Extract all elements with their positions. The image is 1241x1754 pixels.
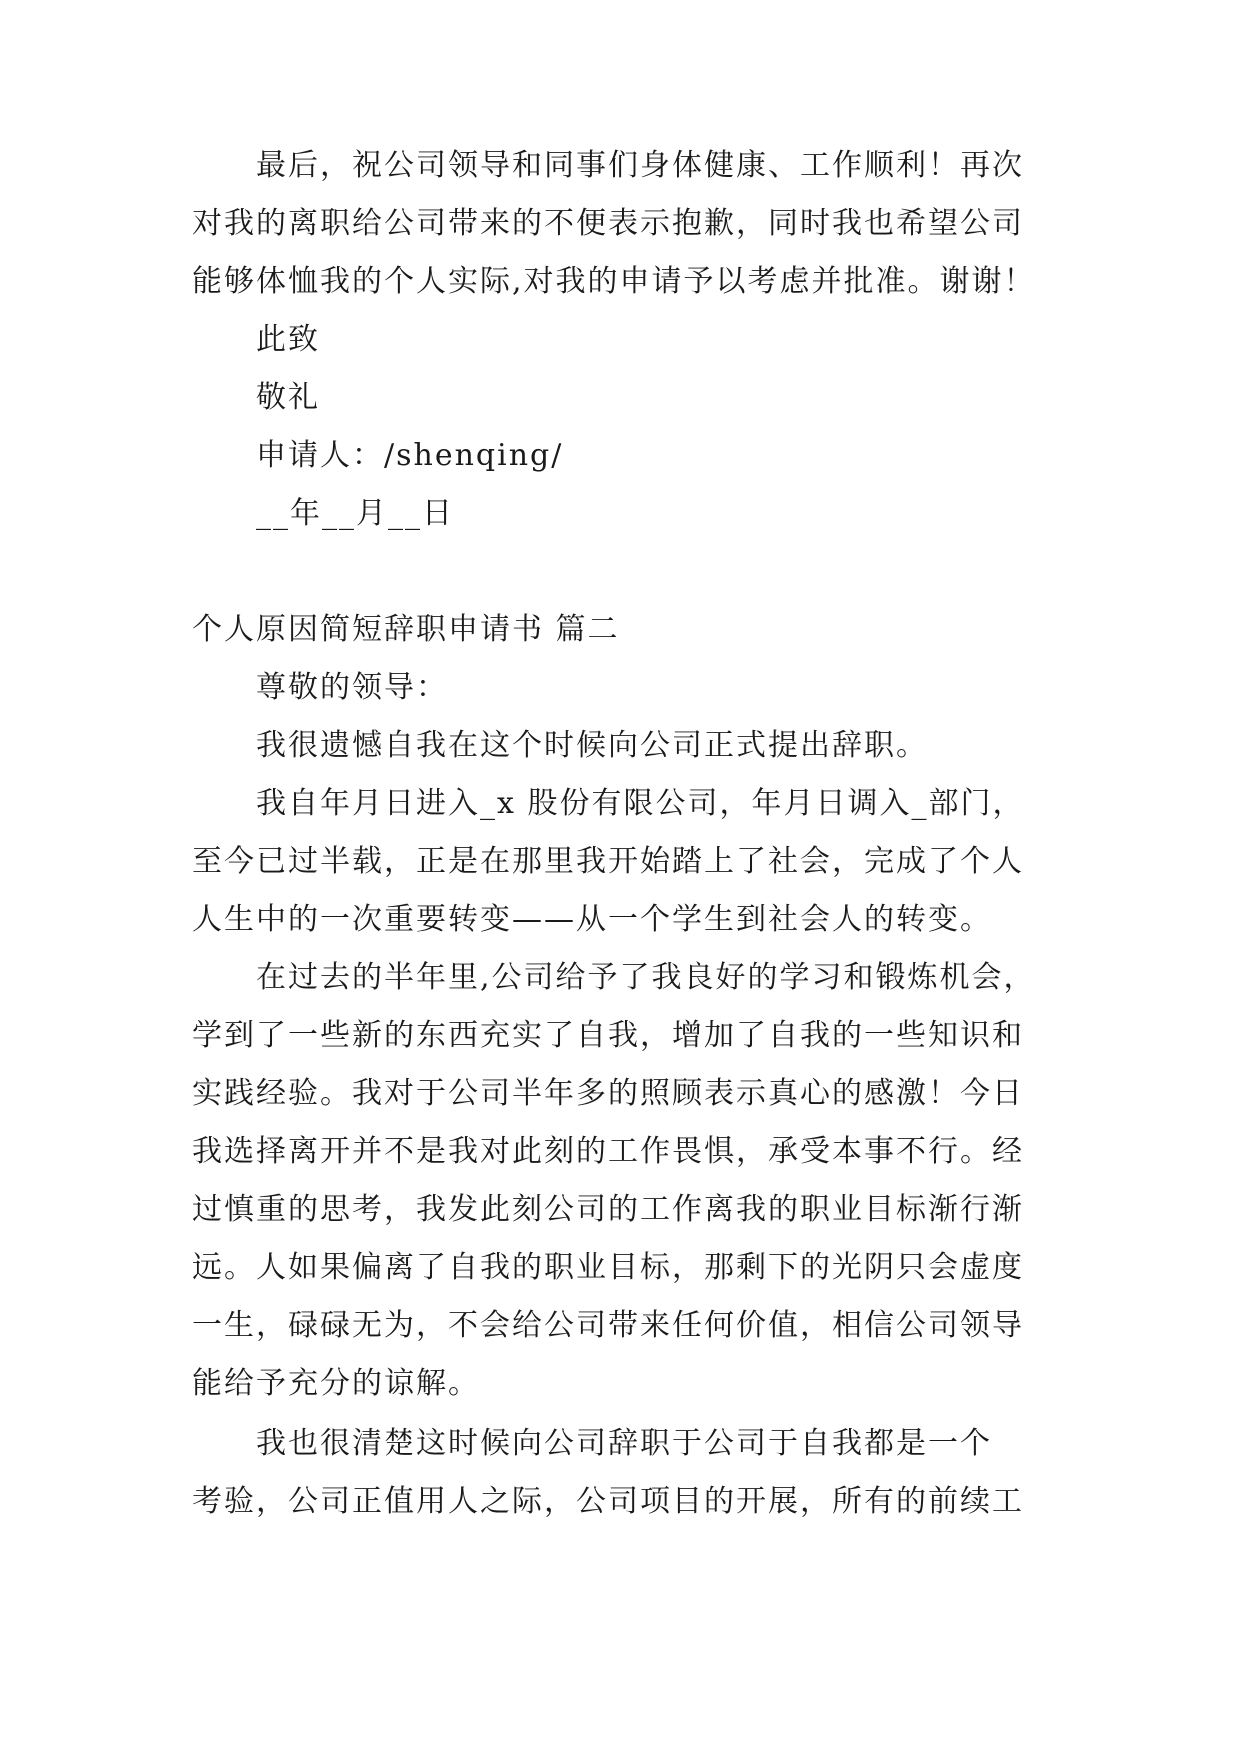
paragraph-2-line-2: 至今已过半载，正是在那里我开始踏上了社会，完成了个人 [192, 844, 1024, 879]
paragraph-3-line-6: 远。人如果偏离了自我的职业目标，那剩下的光阴只会虚度 [192, 1250, 1024, 1285]
paragraph-1: 我很遗憾自我在这个时候向公司正式提出辞职。 [256, 728, 928, 763]
paragraph-3-line-7: 一生，碌碌无为，不会给公司带来任何价值，相信公司领导 [192, 1308, 1024, 1343]
section-title: 个人原因简短辞职申请书 篇二 [192, 612, 620, 647]
paragraph-3-line-5: 过慎重的思考，我发此刻公司的工作离我的职业目标渐行渐 [192, 1192, 1024, 1227]
closing-paragraph-line-1: 最后，祝公司领导和同事们身体健康、工作顺利！再次 [256, 148, 1024, 183]
applicant-line: 申请人：/shenqing/ [256, 438, 564, 473]
date-line: __年__月__日 [256, 496, 454, 531]
salutation-jing-li: 敬礼 [256, 380, 320, 415]
salutation-ci-zhi: 此致 [256, 322, 320, 357]
paragraph-3-line-8: 能给予充分的谅解。 [192, 1366, 480, 1401]
paragraph-2-line-3: 人生中的一次重要转变——从一个学生到社会人的转变。 [192, 902, 992, 937]
greeting: 尊敬的领导： [256, 670, 448, 705]
paragraph-4-line-1: 我也很清楚这时候向公司辞职于公司于自我都是一个 [256, 1426, 992, 1461]
paragraph-3-line-2: 学到了一些新的东西充实了自我，增加了自我的一些知识和 [192, 1018, 1024, 1053]
paragraph-3-line-3: 实践经验。我对于公司半年多的照顾表示真心的感激！今日 [192, 1076, 1024, 1111]
closing-paragraph-line-3: 能够体恤我的个人实际,对我的申请予以考虑并批准。谢谢！ [192, 264, 1036, 299]
closing-paragraph-line-2: 对我的离职给公司带来的不便表示抱歉，同时我也希望公司 [192, 206, 1024, 241]
paragraph-3-line-4: 我选择离开并不是我对此刻的工作畏惧，承受本事不行。经 [192, 1134, 1024, 1169]
paragraph-2-line-1: 我自年月日进入_x 股份有限公司，年月日调入_部门， [256, 786, 1025, 821]
paragraph-4-line-2: 考验，公司正值用人之际，公司项目的开展，所有的前续工 [192, 1484, 1024, 1519]
paragraph-3-line-1: 在过去的半年里,公司给予了我良好的学习和锻炼机会， [256, 960, 1036, 995]
